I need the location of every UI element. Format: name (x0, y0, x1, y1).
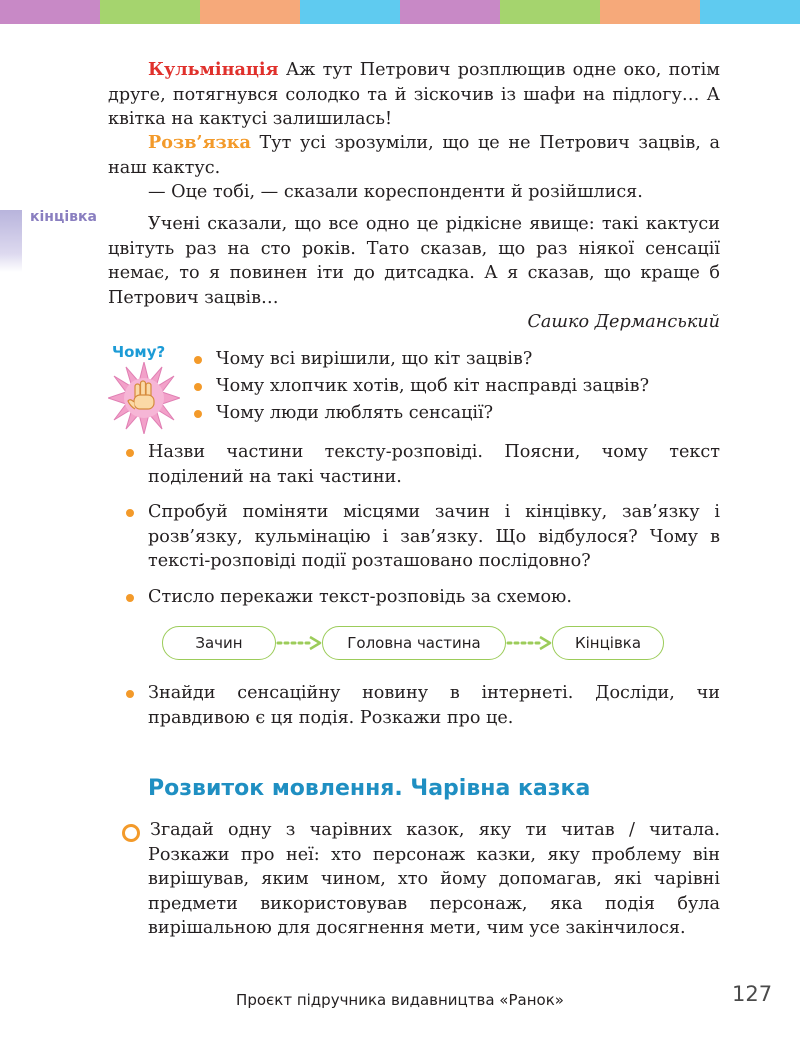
footer-publisher: Проєкт підручника видавництва «Ранок» (236, 991, 564, 1009)
top-bar-segment (400, 0, 500, 24)
top-bar-segment (0, 0, 100, 24)
story-paragraph-climax (108, 58, 720, 132)
scheme-step: Кінцівка (552, 626, 664, 660)
dotted-arrow-icon (276, 635, 324, 651)
bullet-dot (126, 690, 134, 698)
orange-circle-icon (122, 824, 140, 842)
why-question: Чому всі вирішили, що кіт зацвів? (216, 349, 533, 369)
bullet-dot (126, 449, 134, 457)
dotted-arrow-icon (506, 635, 554, 651)
task-item: Назви частини тексту-розповіді. Поясни, чому текст поділений на такі частини. (148, 442, 720, 487)
bullet-dot (126, 509, 134, 517)
section-task: Згадай одну з чарівних казок, яку ти читав / читала. Розкажи про неї: хто персонаж казки, яку проблему він вирішував, яким чином, хто йому допомагав, які чарівні предмети використовував персонаж, яка подія була вирішальною для досягнення мети, чим усе закінчилося. (148, 820, 720, 938)
scheme-step: Зачин (162, 626, 276, 660)
top-bar-segment (300, 0, 400, 24)
why-label: Чому? (112, 343, 166, 361)
story-paragraph-resolution (108, 131, 720, 180)
bullet-dot (194, 383, 202, 391)
margin-tab (0, 210, 22, 272)
raised-hand-flower-icon (108, 362, 180, 434)
task-item: Стисло перекажи текст-розповідь за схемою. (148, 587, 572, 607)
climax-text: Аж тут Петрович розплющив одне око, потім друге, потягнувся солодко та й зіскочив із шафи на підлогу… А квітка на кактусі залишилась! (108, 60, 720, 129)
task-item: Знайди сенсаційну новину в інтернеті. Досліди, чи правдивою є ця подія. Розкажи про це. (148, 683, 720, 728)
top-bar-segment (600, 0, 700, 24)
task-item: Спробуй поміняти місцями зачин і кінцівку, зав’язку і розв’язку, кульмінацію і зав’язку. Що відбулося? Чому в тексті-розповіді події розташовано послідовно? (148, 502, 720, 571)
resolution-text: Тут усі зрозуміли, що це не Петрович зацвів, а наш кактус. (108, 133, 720, 178)
why-question: Чому хлопчик хотів, щоб кіт насправді зацвів? (216, 376, 650, 396)
climax-term: Кульмінація (148, 59, 279, 80)
top-bar-segment (200, 0, 300, 24)
section-heading: Розвиток мовлення. Чарівна казка (148, 776, 591, 801)
why-question: Чому люди люблять сенсації? (216, 403, 494, 423)
author-signature: Сашко Дерманський (527, 312, 720, 332)
resolution-term: Розв’язка (148, 132, 251, 153)
top-bar-segment (100, 0, 200, 24)
scheme-step: Головна частина (322, 626, 506, 660)
page-number: 127 (732, 982, 773, 1006)
bullet-dot (194, 410, 202, 418)
margin-label: кінцівка (30, 209, 97, 225)
top-color-bar (0, 0, 800, 24)
story-paragraph-dialogue: — Оце тобі, — сказали кореспонденти й розійшлися. (148, 182, 643, 202)
bullet-dot (126, 594, 134, 602)
retelling-scheme (0, 626, 800, 660)
top-bar-segment (700, 0, 800, 24)
story-paragraph-ending: Учені сказали, що все одно це рідкісне явище: такі кактуси цвітуть раз на сто років. Тато сказав, що раз ніякої сенсації немає, то я повинен іти до дитсадка. А я сказав, що краще б Петрович зацвів… (108, 214, 720, 308)
bullet-dot (194, 356, 202, 364)
top-bar-segment (500, 0, 600, 24)
